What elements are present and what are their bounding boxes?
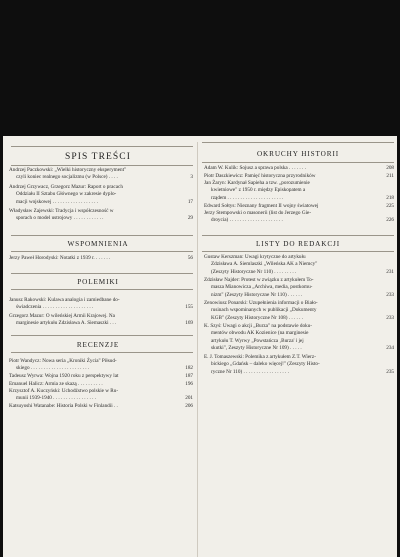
rule-top-right (202, 142, 394, 143)
page-number: 226 (386, 217, 394, 224)
page-number: 29 (187, 215, 193, 222)
toc-entry: Katsuyoshi Watanabe: Historia Polski w Finlandii . . 206 (9, 403, 193, 409)
toc-entry: Edward Sołtys: Nieznany fragment II wojny światowej 225 (204, 202, 394, 209)
toc-entry: Jerzy Stempowski o masonerii (list do Jerzego Gie- droycia) . . . . . . . . . . . . . . . . . . . . . 226 (204, 210, 394, 224)
toc-entry: Adam W. Kulik: Sojusz a sprawa polska . . . . . . . 208 (204, 165, 394, 171)
toc-entry: Janusz Rakowski: Kulawa analogia i zamiedbane do- świadczenia . . . . . . . . . . . . . . . . . . . . 155 (9, 297, 193, 311)
page-number: 231 (386, 268, 394, 275)
rule (11, 273, 193, 274)
page-number: 233 (386, 314, 394, 321)
page-number: 56 (187, 255, 193, 261)
toc-entry: K. Szyś: Uwagi o akcji „Burza" na podstawie doku- mentów obwodu AK Kozienice (na marginesie artykułu T. Wyrwy „Powstańcza ‚Burza' i jej skutki", Zeszyty Historyczne Nr 109) . . . . . 234 (204, 323, 394, 352)
page-number: 187 (185, 373, 193, 379)
toc-entry: Grzegorz Mazur: O wileńskiej Armii Krajowej. Na marginesie artykułu Zdzisława A. Siemaszki . . . 169 (9, 313, 193, 327)
toc-entry: Emanuel Halicz: Armia ze skazą . . . . . . . . . . 196 (9, 380, 193, 387)
spis-tresci-heading: SPIS TREŚCI (64, 152, 132, 162)
rule (11, 289, 193, 290)
polemiki-heading: POLEMIKI (77, 278, 119, 286)
toc-entry: Gustaw Kerszman: Uwagi krytyczne do artykułu Zdzisława A. Siemlaszki „Wileńska AK a Niemcy" (Zeszyty Historyczne Nr 110) . . . . . . . . . 231 (204, 254, 394, 275)
rule-top-left (11, 146, 193, 147)
wspomnienia-heading: WSPOMNIENIA (67, 240, 129, 248)
toc-entry: E. J. Tomaszewski: Polemika z artykułem Z.T. Wierz- bickiego „Gdańsk – daleko więcej!" (Zeszyty Histo- ryczne Nr 110) . . . . . . . . . . . . . . . . . . 235 (204, 354, 394, 375)
page-number: 233 (386, 291, 394, 298)
page-number: 218 (386, 194, 394, 201)
recenzje-heading: RECENZJE (76, 341, 120, 349)
page-number: 169 (185, 320, 193, 327)
page-number: 17 (187, 198, 193, 205)
toc-entry: Zdzisław Najder: Protest w związku z artykułem To- masza Mianowicza „Archiwa, media, postkomu- nizm" (Zeszyty Historyczne Nr 110) . . . . . . 233 (204, 277, 394, 298)
page-number: 211 (386, 172, 394, 179)
toc-entry: Jan Żaryn: Kardynał Sapieha a tzw. „porozumienie kwietniowe" z 1950 r. między Episkopatem a rządem . . . . . . . . . . . . . . . . . . . . . . 218 (204, 180, 394, 201)
rule (202, 251, 394, 252)
okruchy-historii-heading: OKRUCHY HISTORII (256, 150, 340, 158)
page-number: 235 (386, 368, 394, 375)
toc-entry: Andrzej Paczkowski: „Wielki historyczny eksperyment" czyli koniec realnego socjalizmu (w Polsce) . . . . 3 (9, 167, 193, 181)
page-number: 234 (386, 345, 394, 352)
column-divider (197, 142, 198, 557)
page-number: 182 (185, 365, 193, 372)
toc-entry: Piotr Wandycz: Nowa seria „Kroniki Życia" Piłsud- skiego . . . . . . . . . . . . . . . . . . . . . . . 182 (9, 358, 193, 372)
toc-entry: Tadeusz Wyrwa: Wojna 1920 roku z perspektywy lat 187 (9, 373, 193, 379)
rule (11, 335, 193, 336)
page-number: 206 (185, 403, 193, 409)
toc-entry: Władysław Zajewski: Tradycja i współczesność w sporach o model ustrojowy . . . . . . . . . . . . 29 (9, 208, 193, 222)
journal-page (3, 136, 397, 557)
toc-entry: Piotr Daszkiewicz: Pamięć historyczna przyrodników 211 (204, 172, 394, 179)
rule (11, 352, 193, 353)
page-number: 196 (185, 380, 193, 387)
rule (11, 235, 193, 236)
rule (11, 251, 193, 252)
page-number: 3 (190, 174, 193, 181)
page-number: 208 (386, 165, 394, 171)
rule (11, 165, 193, 166)
toc-entry: Zenowiusz Ponarski: Uzupełnienia informacji o Biało- rusinach wspominanych w publikacji „Dokumenty KGB" (Zeszyty Historyczne Nr 108) . . . . . . 233 (204, 300, 394, 321)
rule (202, 162, 394, 163)
listy-do-redakcji-heading: LISTY DO REDAKCJI (255, 240, 341, 248)
page-number: 155 (185, 304, 193, 311)
toc-entry: Jerzy Paweł Horodyski: Notatki z 1939 r. . . . . . . 56 (9, 255, 193, 261)
toc-entry: Andrzej Grzywacz, Grzegorz Mazur: Raport o pracach Oddziału II Sztabu Głównego w zakresie dyplo- macji wojskowej . . . . . . . . . . . . . . . . . . 17 (9, 184, 193, 205)
page-number: 225 (386, 202, 394, 209)
toc-entry: Krzysztof A. Kuczyński: Uchodźstwo polskie w Ru- munii 1939-1940 . . . . . . . . . . . . . . . . . 201 (9, 388, 193, 402)
rule (202, 235, 394, 236)
page-number: 201 (185, 395, 193, 402)
